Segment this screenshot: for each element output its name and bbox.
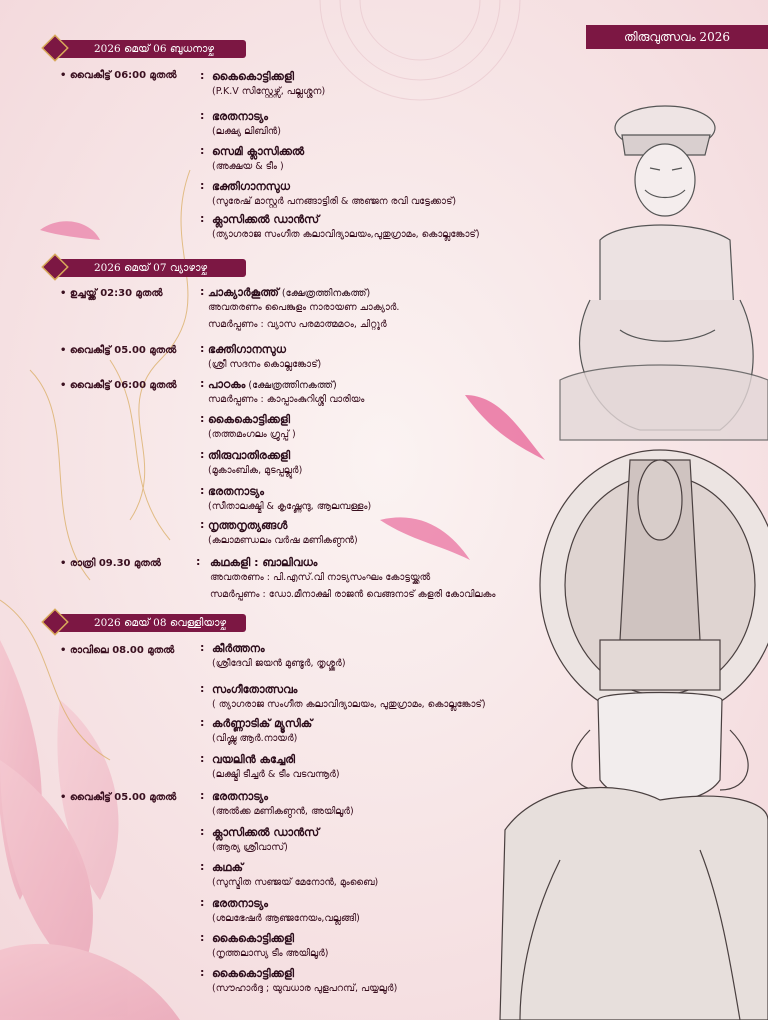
- event-title-text: ക്ലാസിക്കൽ ഡാൻസ്: [212, 826, 320, 839]
- day-header-label: 2026 മെയ് 08 വെള്ളിയാഴ്ച: [56, 614, 246, 632]
- event-detail: (അൽക്ക മണികണ്ഠൻ, അയിലൂർ): [212, 806, 354, 817]
- event-title: [208, 286, 370, 300]
- separator-colon: :: [200, 412, 205, 425]
- event-detail: (ശലഭേഷർ ആഞ്ജനേയം,വല്ലങ്ങി): [212, 913, 360, 924]
- event-detail: (സൗഹാർദ്ദ ; യുവധാര പുളപറമ്പ്, പയ്യലൂർ): [212, 983, 398, 994]
- event-title: [208, 519, 287, 533]
- event-time: • വൈകീട്ട് 06:00 മുതൽ: [60, 380, 177, 391]
- event-detail: (അക്ഷയ & ടീം ): [212, 161, 284, 172]
- event-title: [212, 180, 290, 194]
- event-detail: (കലാമണ്ഡലം വർഷ മണികണ്ഠൻ): [208, 535, 358, 546]
- event-title: [212, 790, 268, 804]
- event-title: [212, 70, 294, 84]
- event-title: [208, 485, 264, 499]
- event-title: [212, 145, 304, 159]
- separator-colon: :: [200, 285, 205, 298]
- event-detail: സമർപ്പണം : വ്യാസ പരമാത്മമഠം, ചിറ്റൂർ: [208, 319, 387, 330]
- event-title: [212, 967, 294, 981]
- separator-colon: :: [200, 716, 205, 729]
- event-time: • വൈകീട്ട് 05.00 മുതൽ: [60, 345, 177, 356]
- separator-colon: :: [200, 896, 205, 909]
- separator-colon: :: [200, 69, 205, 82]
- event-title-text: കൈകൊട്ടിക്കളി: [208, 413, 291, 426]
- separator-colon: :: [200, 966, 205, 979]
- event-time: • രാത്രി 09.30 മുതൽ: [60, 558, 161, 569]
- event-title: [210, 556, 317, 570]
- event-title-text: കീർത്തനം: [212, 642, 265, 655]
- event-title-text: വയലിൻ കച്ചേരി: [212, 753, 296, 766]
- event-title-text: ചാക്യാർകൂത്ത്: [208, 286, 279, 299]
- diamond-ornament-icon: [40, 252, 70, 282]
- event-title: [212, 110, 268, 124]
- event-detail: (മൂകാംബിക, മുടപ്പല്ലൂർ): [208, 465, 303, 476]
- event-detail: (തത്തമംഗലം ഗ്രൂപ്പ് ): [208, 429, 296, 440]
- separator-colon: :: [200, 179, 205, 192]
- event-time: • ഉച്ചയ്ക്ക് 02:30 മുതൽ: [60, 288, 163, 299]
- event-detail: ( ത്യാഗരാജ സംഗീത കലാവിദ്യാലയം, പുതുഗ്രാമം, കൊല്ലങ്കോട്): [212, 699, 486, 710]
- separator-colon: :: [196, 555, 201, 568]
- event-title: [212, 861, 243, 875]
- event-time: • രാവിലെ 08.00 മുതൽ: [60, 645, 175, 656]
- separator-colon: :: [200, 518, 205, 531]
- event-detail: അവതരണം : പി.എസ്.വി നാട്യസംഘം കോട്ടയ്ക്കൽ: [210, 572, 431, 583]
- event-title-text: ഭരതനാട്യം: [212, 110, 269, 123]
- event-title: [208, 343, 286, 357]
- event-title-text: കൈകൊട്ടിക്കളി: [212, 932, 295, 945]
- event-detail: അവതരണം പൈങ്കുളം നാരായണ ചാക്യാർ.: [208, 302, 400, 313]
- event-title: [212, 753, 295, 767]
- event-time: • വൈകീട്ട് 05.00 മുതൽ: [60, 792, 177, 803]
- separator-colon: :: [200, 212, 205, 225]
- event-detail: (ലക്ഷ്യ ലിബിൻ): [212, 126, 281, 137]
- event-title-text: ക്ലാസിക്കൽ ഡാൻസ്: [212, 213, 320, 226]
- event-title-text: കൈകൊട്ടിക്കളി: [212, 70, 295, 83]
- separator-colon: :: [200, 789, 205, 802]
- separator-colon: :: [200, 641, 205, 654]
- event-title: [212, 826, 319, 840]
- event-detail: (ലക്ഷ്മി ടീച്ചർ & ടീം വടവന്നൂർ): [212, 769, 340, 780]
- separator-colon: :: [200, 342, 205, 355]
- event-detail: (വിഷ്ണു ആർ.നായർ): [212, 733, 298, 744]
- event-title-text: തിരുവാതിരക്കളി: [208, 449, 291, 462]
- event-detail: (നൃത്തലാസ്യ ടീം അയിലൂർ): [212, 948, 329, 959]
- event-title: [212, 897, 268, 911]
- event-title: [212, 932, 294, 946]
- event-title: [212, 213, 319, 227]
- day-header-label: 2026 മെയ് 07 വ്യാഴാഴ്ച: [56, 259, 246, 277]
- event-title-text: കഥകളി : ബാലിവധം: [210, 556, 318, 569]
- event-title: [212, 642, 265, 656]
- event-detail: (ശ്രീദേവി ജയൻ മുണ്ടൂർ, തൃശ്ശൂർ): [212, 658, 346, 669]
- event-title-text: ഭക്തിഗാനസുധ: [208, 343, 286, 356]
- diamond-ornament-icon: [40, 33, 70, 63]
- event-title-text: കർണ്ണാടിക് മ്യൂസിക്: [212, 717, 313, 730]
- event-title: [208, 449, 290, 463]
- event-detail: (P.K.V സിസ്റ്റേഴ്സ്, പല്ലശ്ശന): [212, 86, 326, 97]
- event-detail: സമർപ്പണം : കാപ്പാംകുറിശ്ശി വാരിയം: [208, 394, 365, 405]
- event-title-text: ഭരതനാട്യം: [208, 485, 265, 498]
- separator-colon: :: [200, 377, 205, 390]
- event-title: [208, 413, 290, 427]
- day-header-label: 2026 മെയ് 06 ബുധനാഴ്ച: [56, 40, 246, 58]
- event-title-text: ഭരതനാട്യം: [212, 897, 269, 910]
- event-title: [212, 717, 312, 731]
- event-title-text: സംഗീതോത്സവം: [212, 683, 298, 696]
- separator-colon: :: [200, 931, 205, 944]
- separator-colon: :: [200, 484, 205, 497]
- event-detail: സമർപ്പണം : ഡോ.മീനാക്ഷി രാജൻ വെങ്ങനാട് കളരി കോവിലകം: [210, 589, 496, 600]
- event-title-text: കൈകൊട്ടിക്കളി: [212, 967, 295, 980]
- event-title-note: (ക്ഷേത്രത്തിനകത്ത്): [278, 288, 371, 299]
- event-detail: (സീതാലക്ഷ്മി & കൃഷ്ണേന്ദു, ആലമ്പള്ളം): [208, 501, 372, 512]
- separator-colon: :: [200, 825, 205, 838]
- separator-colon: :: [200, 860, 205, 873]
- event-title-text: സെമി ക്ലാസിക്കൽ: [212, 145, 305, 158]
- event-title-note: (ക്ഷേത്രത്തിനകത്ത്): [245, 380, 337, 391]
- event-title-text: നൃത്തനൃത്യങ്ങൾ: [208, 519, 288, 532]
- event-title-text: ഭക്തിഗാനസുധ: [212, 180, 290, 193]
- festival-title-tag: തിരുവുത്സവം 2026: [586, 25, 768, 49]
- event-detail: (ആര്യ ശ്രീവാസ്): [212, 842, 288, 853]
- event-title: [212, 683, 297, 697]
- event-title-text: കഥക്: [212, 861, 244, 874]
- separator-colon: :: [200, 448, 205, 461]
- separator-colon: :: [200, 682, 205, 695]
- separator-colon: :: [200, 144, 205, 157]
- event-title-text: പാഠകം: [208, 378, 246, 391]
- separator-colon: :: [200, 752, 205, 765]
- event-detail: (ത്യാഗരാജ സംഗീത കലാവിദ്യാലയം,പുതുഗ്രാമം, കൊല്ലങ്കോട്): [212, 229, 480, 240]
- separator-colon: :: [200, 109, 205, 122]
- event-detail: (സുസ്മിത സഞ്ജയ് മേനോൻ, മുംബൈ): [212, 877, 379, 888]
- event-detail: (ശ്രീ സദനം കൊല്ലങ്കോട്): [208, 359, 322, 370]
- diamond-ornament-icon: [40, 607, 70, 637]
- event-time: • വൈകീട്ട് 06:00 മുതൽ: [60, 70, 177, 81]
- event-title-text: ഭരതനാട്യം: [212, 790, 269, 803]
- event-title: [208, 378, 337, 392]
- event-detail: (സുരേഷ് മാസ്റ്റർ പനങ്ങാട്ടിരി & അഞ്ജന രവി വട്ടേക്കാട്): [212, 196, 457, 207]
